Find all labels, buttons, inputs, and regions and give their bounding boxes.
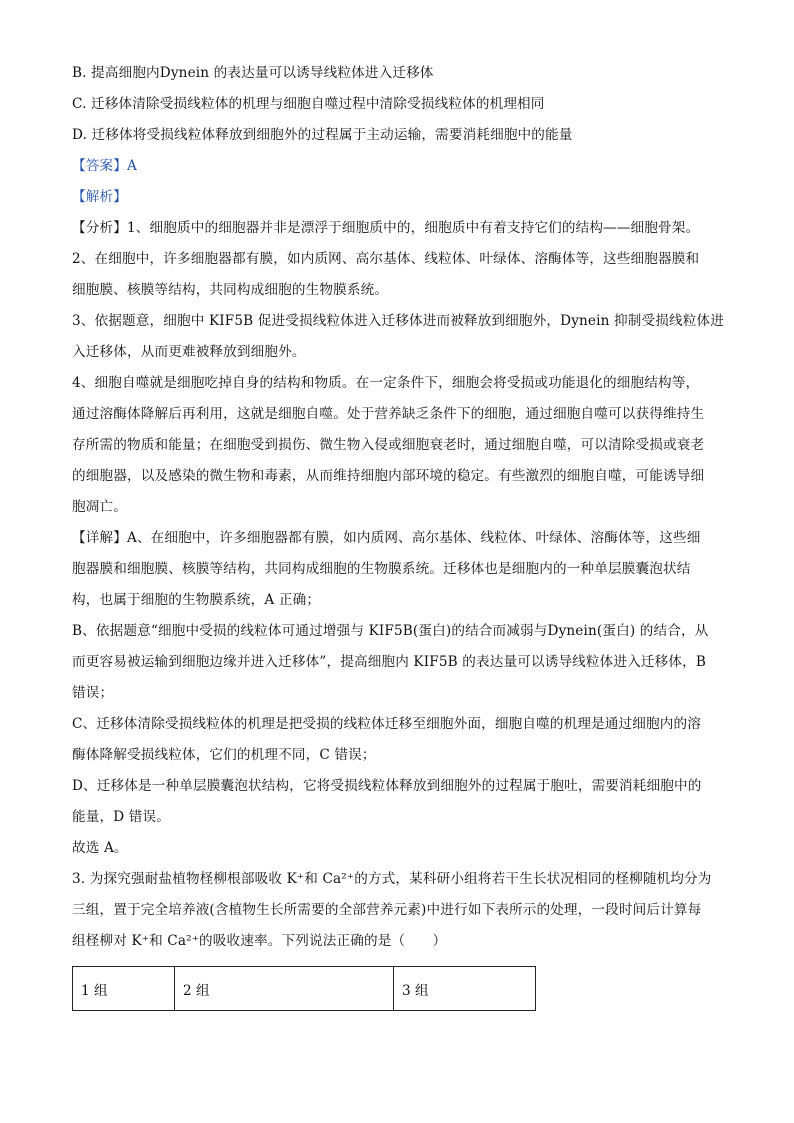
analysis-line: 【分析】1、细胞质中的细胞器并非是漂浮于细胞质中的，细胞质中有着支持它们的结构——细胞骨架。 [72,220,700,236]
document-body [72,58,722,957]
question-3-stem: 三组，置于完全培养液(含植物生长所需要的全部营养元素)中进行如下表所示的处理，一段时间后计算每 [72,902,702,918]
option-b: B. 提高细胞内Dynein 的表达量可以诱导线粒体进入迁移体 [72,65,434,81]
table-header-cell: 2 组 [175,967,394,1011]
table-header-row [73,967,536,1011]
detail-line: B、依据题意“细胞中受损的线粒体可通过增强与 KIF5B(蛋白)的结合而减弱与Dynein(蛋白) 的结合，从 [72,623,709,639]
conclusion-line: 故选 A。 [72,840,128,856]
table-header-cell: 3 组 [394,967,536,1011]
analysis-line: 通过溶酶体降解后再利用，这就是细胞自噬。处于营养缺乏条件下的细胞，通过细胞自噬可以获得维持生 [72,406,705,422]
analysis-line: 2、在细胞中，许多细胞器都有膜，如内质网、高尔基体、线粒体、叶绿体、溶酶体等，这些细胞器膜和 [72,251,700,267]
table-header-cell: 1 组 [73,967,175,1011]
question-3-stem: 3. 为探究强耐盐植物柽柳根部吸收 K⁺和 Ca²⁺的方式，某科研小组将若干生长状况相同的柽柳随机均分为 [72,871,712,887]
detail-line: 错误； [72,685,114,701]
answer-label: 【答案】A [72,158,137,174]
detail-line: 酶体降解受损线粒体，它们的机理不同，C 错误； [72,747,376,763]
analysis-line: 细胞膜、核膜等结构，共同构成细胞的生物膜系统。 [72,282,389,298]
detail-line: D、迁移体是一种单层膜囊泡状结构，它将受损线粒体释放到细胞外的过程属于胞吐，需要消耗细胞中的 [72,778,702,794]
analysis-line: 存所需的物质和能量；在细胞受到损伤、微生物入侵或细胞衰老时，通过细胞自噬，可以清除受损或衰老 [72,437,705,453]
detail-line: C、迁移体清除受损线粒体的机理是把受损的线粒体迁移至细胞外面，细胞自噬的机理是通过细胞内的溶 [72,716,702,732]
analysis-heading: 【解析】 [72,189,127,205]
analysis-line: 入迁移体，从而更难被释放到细胞外。 [72,344,306,360]
detail-line: 【详解】A、在细胞中，许多细胞器都有膜，如内质网、高尔基体、线粒体、叶绿体、溶酶体等，这些细 [72,530,701,546]
detail-line: 能量，D 错误。 [72,809,170,825]
detail-line: 构，也属于细胞的生物膜系统，A 正确； [72,592,321,608]
question-3-stem: 组柽柳对 K⁺和 Ca²⁺的吸收速率。下列说法正确的是（ ） [72,933,447,949]
detail-line: 胞器膜和细胞膜、核膜等结构，共同构成细胞的生物膜系统。迁移体也是细胞内的一种单层膜囊泡状结 [72,561,691,577]
detail-line: 而更容易被运输到细胞边缘并进入迁移体”，提高细胞内 KIF5B 的表达量可以诱导线粒体进入迁移体，B [72,654,707,670]
analysis-line: 胞凋亡。 [72,499,127,515]
analysis-line: 的细胞器，以及感染的微生物和毒素，从而维持细胞内部环境的稳定。有些激烈的细胞自噬，可能诱导细 [72,468,705,484]
analysis-line: 4、细胞自噬就是细胞吃掉自身的结构和物质。在一定条件下，细胞会将受损或功能退化的细胞结构等， [72,375,700,391]
option-d: D. 迁移体将受损线粒体释放到细胞外的过程属于主动运输，需要消耗细胞中的能量 [72,127,573,143]
treatment-table [72,966,536,1011]
option-c: C. 迁移体清除受损线粒体的机理与细胞自噬过程中清除受损线粒体的机理相同 [72,96,545,112]
analysis-line: 3、依据题意，细胞中 KIF5B 促进受损线粒体进入迁移体进而被释放到细胞外，Dynein 抑制受损线粒体进 [72,313,724,329]
